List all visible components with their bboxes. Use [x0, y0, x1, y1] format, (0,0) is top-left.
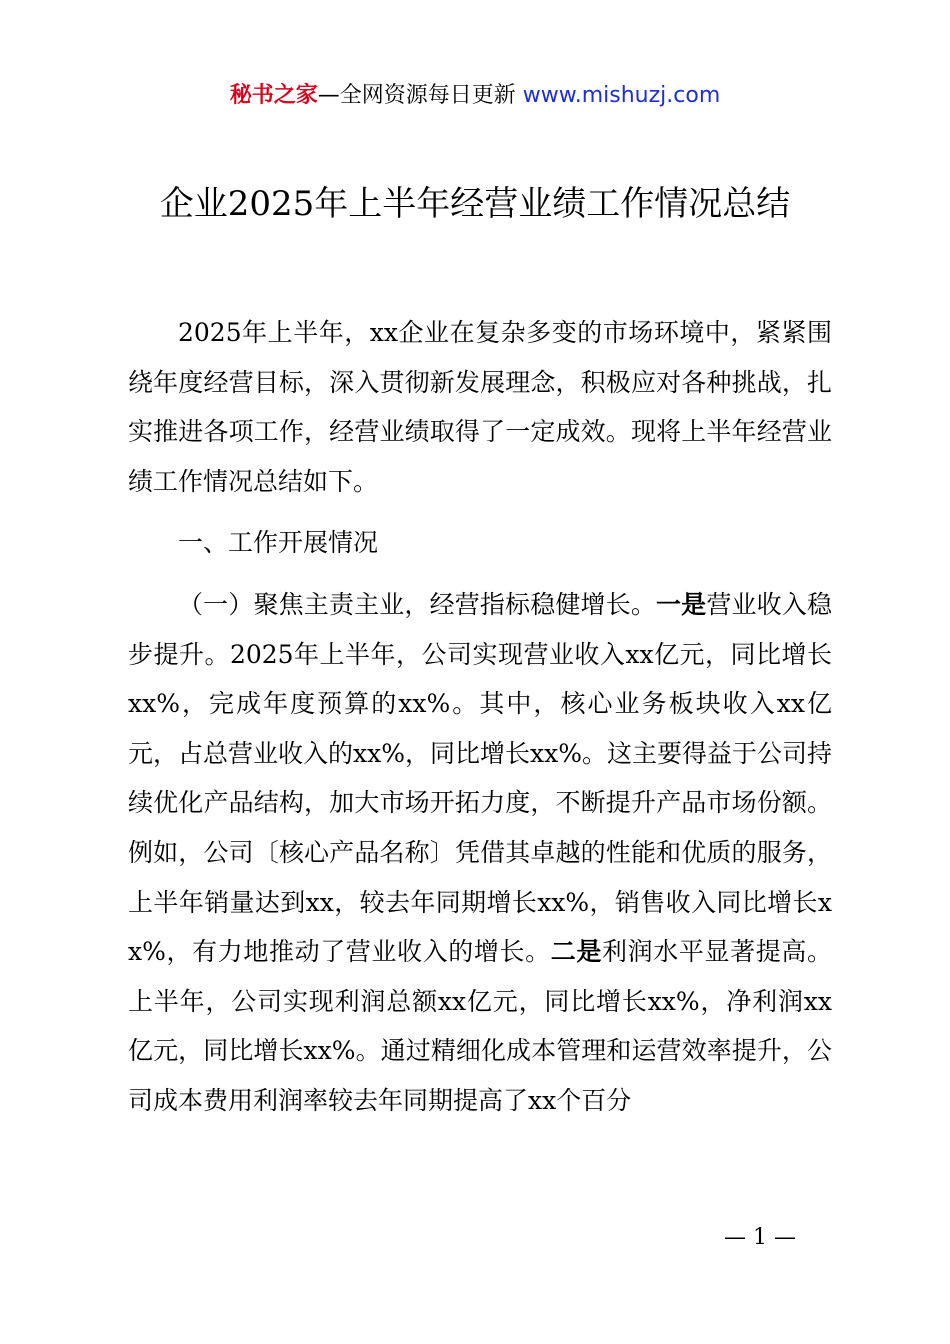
site-header: [0, 80, 950, 112]
point-text: 营业收入稳步提升。2025年上半年，公司实现营业收入xx亿元，同比增长xx%，完成年度预算的xx%。其中，核心业务板块收入xx亿元，占总营业收入的xx%，同比增长xx%。这主要得益于公司持续优化产品结构，加大市场开拓力度，不断提升产品市场份额。例如，公司〔核心产品名称〕凭借其卓越的性能和优质的服务，上半年销量达到xx，较去年同期增长xx%，销售收入同比增长xx%，有力地推动了营业收入的增长。: [128, 589, 832, 967]
page-number: — 1 —: [724, 1225, 796, 1250]
point-text: 利润水平显著提高。上半年，公司实现利润总额xx亿元，同比增长xx%，净利润xx亿元，同比增长xx%。通过精细化成本管理和运营效率提升，公司成本费用利润率较去年同期提高了xx个百分: [128, 937, 832, 1115]
site-brand: 秘书之家: [229, 83, 318, 108]
point-label: 二是: [550, 937, 603, 967]
subsection-heading: （一）聚焦主责主业，经营指标稳健增长。: [178, 589, 657, 619]
section-heading: 一、工作开展情况: [178, 528, 379, 558]
site-tagline: —全网资源每日更新: [317, 83, 523, 108]
site-url-link[interactable]: www.mishuzj.com: [522, 83, 721, 108]
document-title: 企业2025年上半年经营业绩工作情况总结: [159, 184, 791, 224]
document-body: [128, 308, 832, 1126]
intro-paragraph: 2025年上半年，xx企业在复杂多变的市场环境中，紧紧围绕年度经营目标，深入贯彻新发展理念，积极应对各种挑战，扎实推进各项工作，经营业绩取得了一定成效。现将上半年经营业绩工作情况总结如下。: [128, 318, 832, 496]
point-label: 一是: [656, 589, 707, 619]
subsection-paragraph: [128, 580, 832, 1126]
